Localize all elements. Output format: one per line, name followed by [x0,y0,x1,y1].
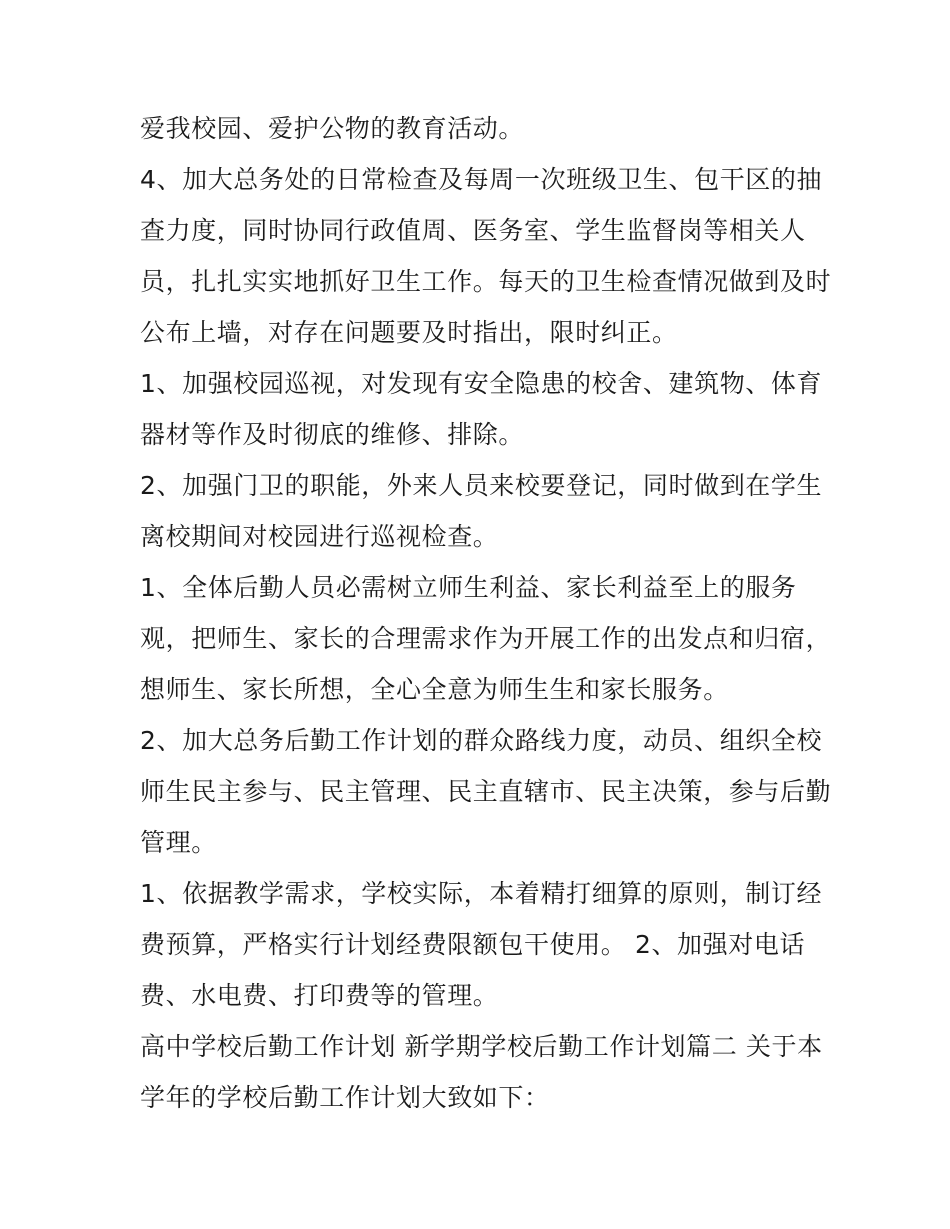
text-line: 爱我校园、爱护公物的教育活动。 [140,114,525,143]
text-line: 2、加强门卫的职能，外来人员来校要登记，同时做到在学生 [140,471,823,500]
text-line: 公布上墙，对存在问题要及时指出，限时纠正。 [140,318,678,347]
text-line: 1、加强校园巡视，对发现有安全隐患的校舍、建筑物、体育 [140,369,823,398]
text-line: 高中学校后勤工作计划 新学期学校后勤工作计划篇二 关于本 [140,1032,823,1061]
text-line: 师生民主参与、民主管理、民主直辖市、民主决策，参与后勤 [140,777,832,806]
text-line: 离校期间对校园进行巡视检查。 [140,522,499,551]
text-line: 4、加大总务处的日常检查及每周一次班级卫生、包干区的抽 [140,165,823,194]
text-line: 器材等作及时彻底的维修、排除。 [140,420,525,449]
text-line: 费、水电费、打印费等的管理。 [140,981,499,1010]
text-line: 2、加大总务后勤工作计划的群众路线力度，动员、组织全校 [140,726,823,755]
text-line: 费预算，严格实行计划经费限额包干使用。 2、加强对电话 [140,930,806,959]
text-line: 员，扎扎实实地抓好卫生工作。每天的卫生检查情况做到及时 [140,267,832,296]
text-line: 管理。 [140,828,217,857]
text-line: 观，把师生、家长的合理需求作为开展工作的出发点和归宿， [140,624,832,653]
text-line: 想师生、家长所想，全心全意为师生生和家长服务。 [140,675,729,704]
text-line: 1、依据教学需求，学校实际，本着精打细算的原则，制订经 [140,879,823,908]
text-line: 查力度，同时协同行政值周、医务室、学生监督岗等相关人 [140,216,806,245]
text-line: 学年的学校后勤工作计划大致如下： [140,1083,550,1112]
text-line: 1、全体后勤人员必需树立师生利益、家长利益至上的服务 [140,573,797,602]
document-body [140,103,830,1123]
